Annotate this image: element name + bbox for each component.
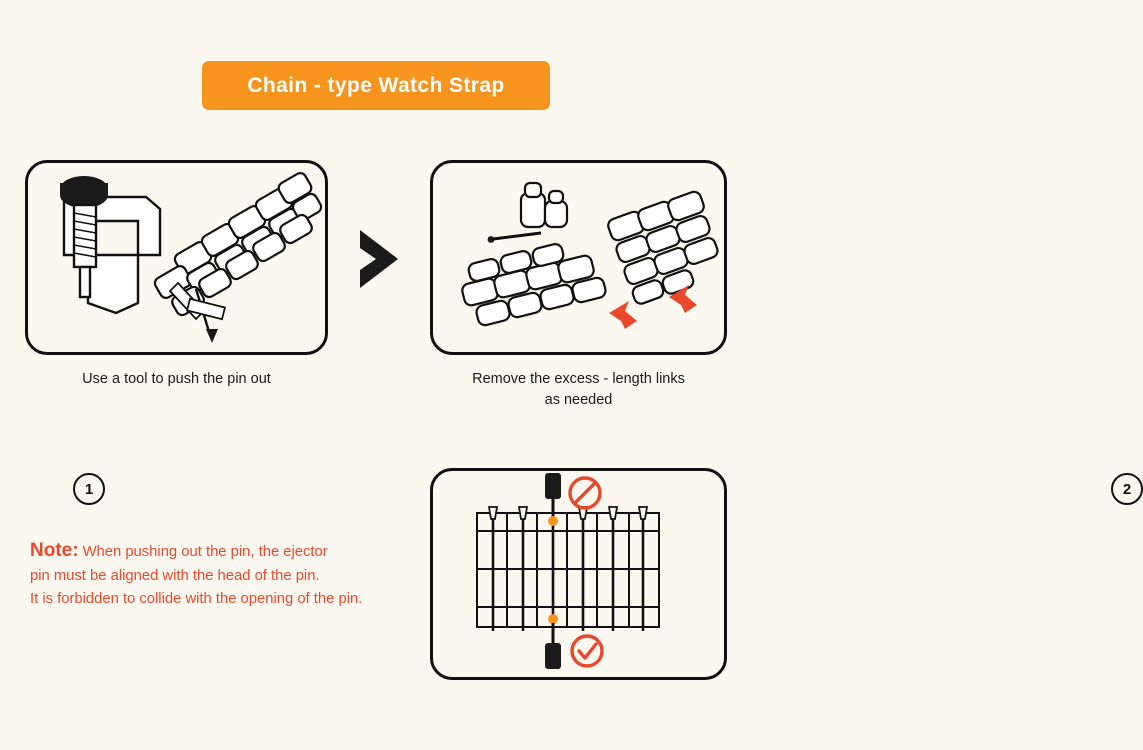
step-2-badge: 2 [1111, 473, 1143, 505]
step-1-illustration [28, 163, 325, 352]
step-2-caption [425, 369, 732, 411]
check-circle-icon [572, 636, 602, 666]
step-2-illustration [433, 163, 724, 352]
note-block [30, 536, 430, 611]
note-line-3: It is forbidden to collide with the opening of the pin. [30, 591, 363, 608]
step-2-caption-line-1: Remove the excess - length links [472, 371, 685, 387]
note-first-line [30, 536, 430, 565]
page-title: Chain - type Watch Strap [247, 73, 505, 97]
prohibition-icon [570, 478, 600, 508]
page-title-banner [202, 61, 550, 110]
flow-arrow [356, 228, 404, 290]
step-2-caption-line-2: as needed [544, 392, 613, 409]
wrong-ejector [545, 473, 561, 526]
note-line-2: pin must be aligned with the head of the pin. [30, 568, 320, 585]
right-chevron-arrow-icon [356, 228, 404, 290]
note-label: Note: [30, 540, 79, 561]
step-1-caption: Use a tool to push the pin out [82, 371, 271, 387]
detail-panel [430, 468, 727, 680]
step-1-badge: 1 [73, 473, 105, 505]
correct-ejector [545, 614, 561, 669]
note-line-1: When pushing out the pin, the ejector [82, 544, 328, 560]
pin-alignment-detail-illustration [433, 471, 724, 677]
